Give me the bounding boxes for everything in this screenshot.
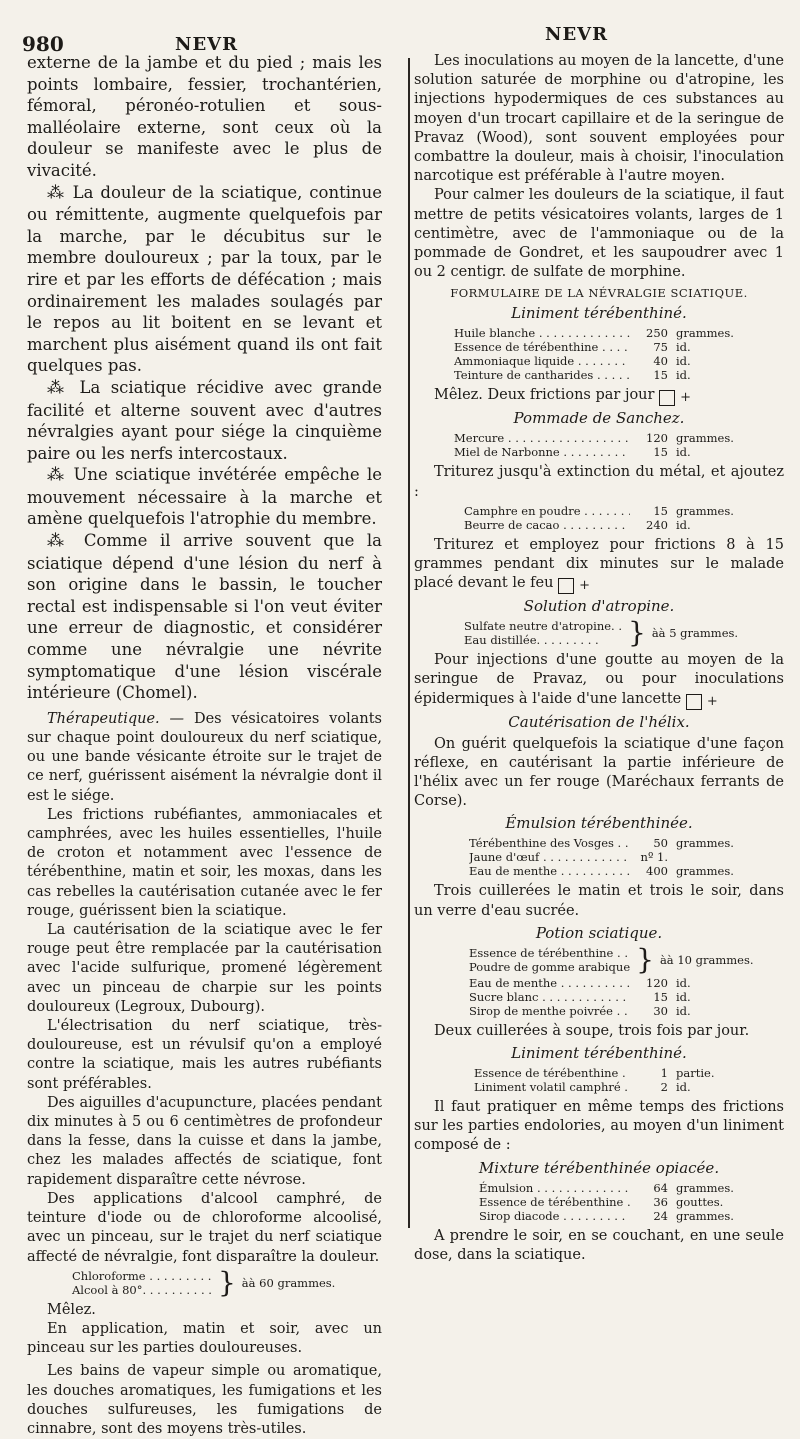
- ingredient-quantity: 64: [653, 1180, 668, 1195]
- recipe-title: Pommade de Sanchez.: [513, 409, 685, 428]
- ingredient-name: Sirop diacode . . .: [479, 1209, 630, 1223]
- ingredient-unit: grammes.: [676, 1180, 734, 1195]
- ingredient-row: [454, 431, 744, 445]
- ingredient-name: Sucre blanc . . .: [469, 990, 630, 1004]
- cross-icon: +: [686, 694, 702, 710]
- paragraph: Les frictions rubéfiantes, ammoniacales et camphrées, avec les huiles essentielles, l'huile de croton et notamment avec l'essence de térébenthine, matin et soir, les moxas, dans les cas rebelles la cautérisation cutanée avec le fer rouge, guérissent bien la sciatique.: [27, 806, 382, 919]
- brace-icon: }: [217, 1265, 236, 1299]
- ingredient-row: [464, 518, 744, 532]
- ingredient-name: Huile blanche . . .: [454, 326, 630, 340]
- ingredient-name: Sirop de menthe poivrée . . .: [469, 1004, 630, 1018]
- ingredient-quantity: 15: [653, 503, 668, 518]
- ingredient-quantity: 15: [653, 445, 668, 460]
- ingredient-unit: grammes.: [676, 503, 734, 518]
- ingredient-unit: id.: [676, 340, 691, 355]
- paragraph: Il faut pratiquer en même temps des frictions sur les parties endolories, au moyen d'un liniment composé de :: [414, 1099, 784, 1154]
- formulaire-heading: FORMULAIRE DE LA NÉVRALGIE SCIATIQUE.: [450, 286, 748, 301]
- ingredient-name: Essence de térébenthine . . .: [454, 340, 630, 354]
- recipe-list: [479, 1181, 744, 1223]
- ingredient-quantity: 1: [660, 1066, 668, 1081]
- ingredient-row: [454, 326, 744, 340]
- ingredient-unit: id.: [676, 1080, 691, 1095]
- recipe-list: [454, 431, 744, 459]
- ingredient-unit: id.: [676, 1003, 691, 1018]
- ingredient-name: Mercure . . .: [454, 431, 630, 445]
- paragraph: Pour calmer les douleurs de la sciatique, il faut mettre de petits vésicatoires volants, larges de 1 centimètre, avec de l'ammoniaque ou de la pommade de Gondret, et les saupoudrer avec 1 ou 2 centigr. de sulfate de morphine.: [414, 187, 784, 281]
- ingredient-unit: id.: [676, 445, 691, 460]
- recipe-title: Mixture térébenthinée opiacée.: [478, 1158, 720, 1177]
- asterism-icon: ⁂: [47, 531, 72, 552]
- recipe-list: [464, 504, 744, 532]
- ingredient-unit: grammes.: [676, 1208, 734, 1223]
- paragraph: L'électrisation du nerf sciatique, très-douloureuse, est un révulsif qu'on a employé contre la sciatique, mais les autres rubéfiants sont préférables.: [27, 1018, 382, 1092]
- ingredient-unit: id.: [676, 975, 691, 990]
- ingredient-row: [474, 1066, 744, 1080]
- ingredient-quantity: 75: [653, 340, 668, 355]
- ingredient-unit: partie.: [676, 1066, 715, 1081]
- ingredient-quantity: 2: [660, 1080, 668, 1095]
- ingredient-name: Émulsion . . .: [479, 1181, 630, 1195]
- page-number: 980: [22, 32, 64, 56]
- ingredient-row: [454, 445, 744, 459]
- left-column: [27, 52, 382, 1439]
- ingredient-row: [469, 990, 744, 1004]
- ingredient-unit: id.: [676, 517, 691, 532]
- ingredient-unit: grammes.: [676, 836, 734, 851]
- paragraph: Mêlez.: [47, 1301, 96, 1318]
- ingredient-unit: grammes.: [676, 864, 734, 879]
- recipe-list: [469, 836, 744, 878]
- paragraph: Des aiguilles d'acupuncture, placées pendant dix minutes à 5 ou 6 centimètres de profondeur dans la fesse, dans la cuisse et dans la jambe, chez les malades affectés de sciatique, font rapidement disparaître cette névrose.: [27, 1094, 382, 1188]
- ingredient-name: Térébenthine des Vosges . . .: [469, 836, 630, 850]
- paragraph: ⁂ Une sciatique invétérée empêche le mouvement nécessaire à la marche et amène quelquefois l'atrophie du membre.: [27, 465, 382, 529]
- ingredient-quantity: 240: [646, 517, 668, 532]
- paragraph: La cautérisation de la sciatique avec le fer rouge peut être remplacée par la cautérisation avec l'acide sulfurique, promené légèrement avec un pinceau de charpie sur les points douloureux (Legroux, Dubourg).: [27, 922, 382, 1015]
- paragraph: ⁂ Comme il arrive souvent que la sciatique dépend d'une lésion du nerf à son origine dans le bassin, le toucher rectal est indispensable si l'on veut éviter une erreur de diagnostic, et considérer comme une névralgie une névrite symptomatique d'une lésion viscérale intérieure (Chomel).: [27, 531, 383, 703]
- paragraph: Trois cuillerées le matin et trois le soir, dans un verre d'eau sucrée.: [414, 883, 784, 919]
- paragraph: ⁂ La douleur de la sciatique, continue ou rémittente, augmente quelquefois par la marche, par le décubitus sur le membre douloureux ; par la toux, par le rire et par les efforts de défécation ; mais ordinairement les malades soulagés par le repos au lit boitent en se levant et marchent plus aisément quand ils ont fait quelques pas.: [27, 182, 383, 376]
- paragraph: ⁂ La sciatique récidive avec grande facilité et alterne souvent avec d'autres névralgies ayant pour siége la cinquième paire ou les nerfs intercostaux.: [27, 377, 383, 463]
- paragraph: A prendre le soir, en se couchant, en une seule dose, dans la sciatique.: [414, 1227, 784, 1263]
- recipe-list: [469, 976, 744, 1018]
- ingredient-name: Eau de menthe . . .: [469, 976, 630, 990]
- ingredient-quantity: 50: [653, 836, 668, 851]
- recipe-title: Potion sciatique.: [535, 923, 663, 942]
- ingredient-row: [454, 368, 744, 382]
- cross-icon: +: [659, 390, 675, 406]
- ingredient-name: Camphre en poudre . . .: [464, 504, 630, 518]
- ingredient-name: Essence de térébenthine . . .: [474, 1066, 630, 1080]
- ingredient-row: [474, 1080, 744, 1094]
- ingredient-name: Ammoniaque liquide . . .: [454, 354, 630, 368]
- recipe-list: [454, 326, 744, 382]
- recipe-title: Cautérisation de l'hélix.: [508, 712, 690, 731]
- asterism-icon: ⁂: [47, 377, 70, 398]
- paragraph: On guérit quelquefois la sciatique d'une façon réflexe, en cautérisant la partie inférieure de l'hélix avec un fer rouge (Maréchaux ferrants de Corse).: [414, 735, 784, 810]
- paragraph: Triturez jusqu'à extinction du métal, et ajoutez :: [414, 464, 784, 500]
- ingredient-row: [479, 1195, 744, 1209]
- ingredient-unit: id.: [676, 368, 691, 383]
- ingredient-quantity: 120: [646, 431, 668, 446]
- paragraph: Mêlez. Deux frictions par jour +: [434, 387, 691, 406]
- ingredient-unit: id.: [676, 989, 691, 1004]
- ingredient-quantity: 30: [653, 1003, 668, 1018]
- brace-icon: }: [628, 616, 646, 650]
- ingredient-quantity: 15: [653, 989, 668, 1004]
- recipe-list: [474, 1066, 744, 1094]
- paragraph: externe de la jambe et du pied ; mais les points lombaire, fessier, trochantérien, fémoral, péronéo-rotulien et sous-malléolaire externe, sont ceux où la douleur se manifeste avec le plus de vivacité.: [27, 53, 382, 180]
- ingredient-unit: grammes.: [676, 326, 734, 341]
- ingredient-row: [454, 354, 744, 368]
- paragraph: Thérapeutique. — Des vésicatoires volants sur chaque point douloureux du nerf sciatique, ou une bande vésicante étroite sur le trajet de ce nerf, guérissent aisément la névralgie dont il est le siége.: [27, 710, 382, 804]
- paragraph: Les inoculations au moyen de la lancette, d'une solution saturée de morphine ou d'atropine, les injections hypodermiques de ces substances au moyen d'un trocart capillaire et de la seringue de Pravaz (Wood), sont souvent employées pour combattre la douleur, mais à choisir, l'inoculation narcotique est préférable à l'autre moyen.: [414, 53, 784, 185]
- ingredient-unit: gouttes.: [676, 1194, 724, 1209]
- paragraph: En application, matin et soir, avec un pinceau sur les parties douloureuses.: [27, 1320, 382, 1357]
- paragraph: Triturez et employez pour frictions 8 à 15 grammes pendant dix minutes sur le malade placé devant le feu +: [414, 536, 784, 594]
- paragraph: Pour injections d'une goutte au moyen de la seringue de Pravaz, ou pour inoculations épidermiques à l'aide d'une lancette +: [414, 652, 784, 709]
- ingredient-quantity: 40: [653, 354, 668, 369]
- column-rule: [408, 58, 410, 1228]
- ingredient-quantity: 250: [646, 326, 668, 341]
- brace-icon: }: [636, 942, 654, 976]
- ingredient-row: [464, 504, 744, 518]
- asterism-icon: ⁂: [47, 465, 67, 486]
- recipe-title: Liniment térébenthiné.: [511, 1044, 687, 1063]
- ingredient-name: Miel de Narbonne . . .: [454, 445, 630, 459]
- ingredient-row: [469, 1004, 744, 1018]
- recipe-block: Essence de térébenthine . . Poudre de gomme arabique } àà 10 grammes.: [469, 942, 754, 976]
- ingredient-row: [479, 1181, 744, 1195]
- ingredient-name: Jaune d'œuf . . .: [469, 850, 630, 864]
- asterism-icon: ⁂: [47, 182, 66, 203]
- ingredient-row: [469, 836, 744, 850]
- ingredient-row: [454, 340, 744, 354]
- paragraph: Des applications d'alcool camphré, de teinture d'iode ou de chloroforme alcoolisé, avec un pinceau, sur le trajet du nerf sciatique affecté de névralgie, font disparaître la douleur.: [27, 1190, 382, 1265]
- ingredient-row: [469, 850, 744, 864]
- section-title: Thérapeutique. —: [47, 710, 185, 727]
- recipe-block: Chloroforme . . . . . . . . . Alcool à 80°. . . . . . . . . . } àà 60 grammes.: [72, 1265, 336, 1299]
- ingredient-unit: [668, 850, 744, 864]
- ingredient-name: Eau de menthe . . .: [469, 864, 630, 878]
- recipe-title: Solution d'atropine.: [523, 597, 675, 616]
- recipe-block: Sulfate neutre d'atropine. . Eau distillée. . . . . . . . . } àà 5 grammes.: [464, 616, 739, 650]
- ingredient-name: Beurre de cacao . . .: [464, 518, 630, 532]
- ingredient-quantity: 400: [646, 864, 668, 879]
- ingredient-quantity: 36: [653, 1194, 668, 1209]
- ingredient-name: Teinture de cantharides . . .: [454, 368, 630, 382]
- ingredient-quantity: 120: [646, 975, 668, 990]
- ingredient-unit: grammes.: [676, 431, 734, 446]
- recipe-title: Liniment térébenthiné.: [511, 304, 687, 323]
- ingredient-row: [469, 864, 744, 878]
- ingredient-quantity: nº 1.: [640, 850, 668, 865]
- ingredient-unit: id.: [676, 354, 691, 369]
- ingredient-row: [479, 1209, 744, 1223]
- ingredient-row: [469, 976, 744, 990]
- paragraph: Les bains de vapeur simple ou aromatique, les douches aromatiques, les fumigations et les douches sulfureuses, les fumigations de cinnabre, sont des moyens très-utiles.: [27, 1363, 382, 1437]
- recipe-title: Émulsion térébenthinée.: [505, 814, 693, 833]
- right-column: [414, 52, 784, 1265]
- ingredient-quantity: 24: [653, 1208, 668, 1223]
- running-head-left: NEVR: [175, 34, 239, 55]
- running-head-right: NEVR: [545, 24, 609, 45]
- ingredient-quantity: 15: [653, 368, 668, 383]
- paragraph: Deux cuillerées à soupe, trois fois par jour.: [434, 1022, 750, 1039]
- ingredient-name: Essence de térébenthine . . .: [479, 1195, 630, 1209]
- cross-icon: +: [558, 578, 574, 594]
- ingredient-name: Liniment volatil camphré . . .: [474, 1080, 630, 1094]
